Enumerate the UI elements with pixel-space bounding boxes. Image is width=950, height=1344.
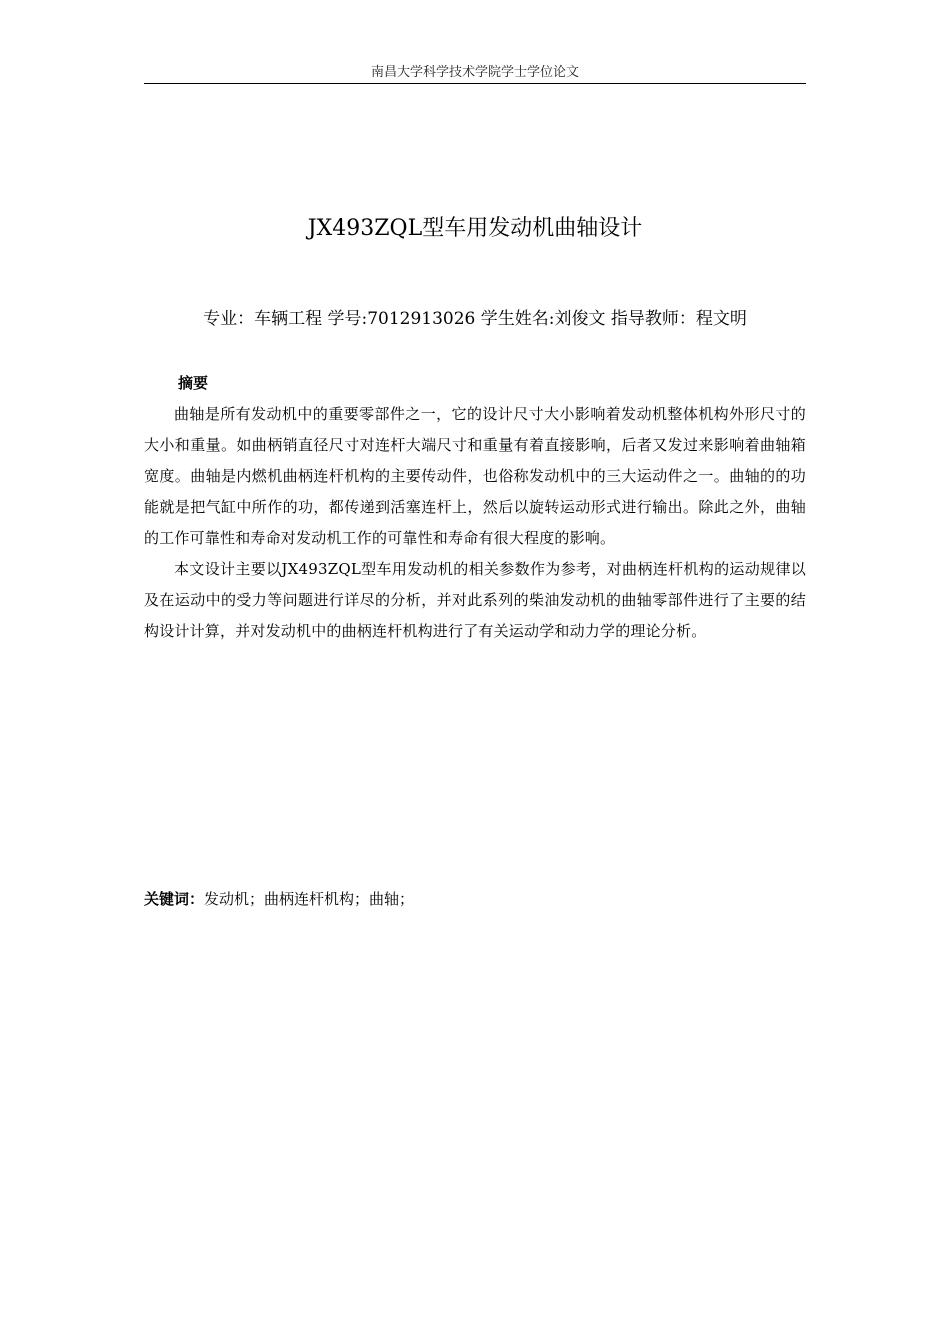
abstract-heading: 摘要: [178, 374, 209, 392]
keywords-label: 关键词：: [144, 890, 205, 908]
abstract-paragraph: 曲轴是所有发动机中的重要零部件之一，它的设计尺寸大小影响着发动机整体机构外形尺寸的大小和重量。如曲柄销直径尺寸对连杆大端尺寸和重量有着直接影响，后者又发过来影响着曲轴箱宽度。曲轴是内燃机曲柄连杆机构的主要传动件，也俗称发动机中的三大运动件之一。曲轴的的功能就是把气缸中所作的功，都传递到活塞连杆上，然后以旋转运动形式进行输出。除此之外，曲轴的工作可靠性和寿命对发动机工作的可靠性和寿命有很大程度的影响。: [144, 405, 806, 547]
abstract-body: [144, 399, 806, 647]
keywords-text: 发动机；曲柄连杆机构；曲轴；: [204, 890, 415, 908]
document-title: JX493ZQL型车用发动机曲轴设计: [307, 215, 643, 241]
keywords-line: [144, 888, 414, 910]
header-rule: [144, 83, 806, 84]
running-header: 南昌大学科学技术学院学士学位论文: [370, 65, 579, 80]
author-info-line: 专业：车辆工程 学号:7012913026 学生姓名:刘俊文 指导教师：程文明: [203, 309, 747, 329]
abstract-paragraph: 本文设计主要以JX493ZQL型车用发动机的相关参数作为参考，对曲柄连杆机构的运动规律以及在运动中的受力等问题进行详尽的分析，并对此系列的柴油发动机的曲轴零部件进行了主要的结构设计计算，并对发动机中的曲柄连杆机构进行了有关运动学和动力学的理论分析。: [144, 560, 806, 640]
